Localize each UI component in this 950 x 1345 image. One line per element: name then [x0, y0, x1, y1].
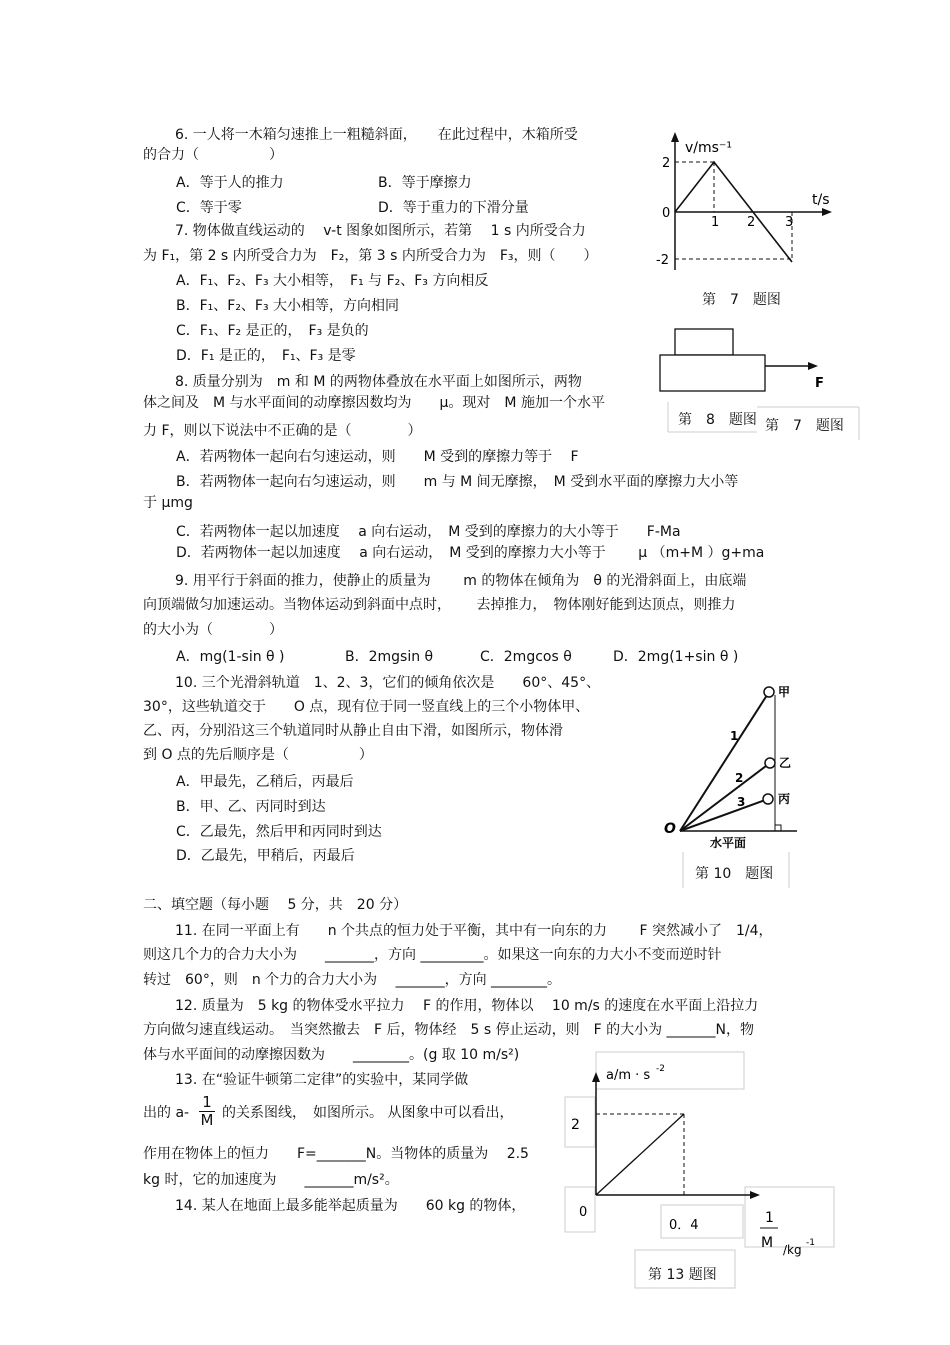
- q12-line3: 体与水平面间的动摩擦因数为 ________。(g 取 10 m/s²): [143, 1047, 520, 1063]
- fig13-ylabel-exp: -2: [656, 1064, 665, 1074]
- fig10-origin: O: [664, 821, 676, 837]
- q8-line2: 体之间及 M 与水平面间的动摩擦因数均为 μ。现对 M 施加一个水平: [143, 395, 605, 411]
- fig7-xtick-1: 1: [711, 215, 720, 230]
- fig7-xtick-3: 3: [785, 215, 794, 230]
- fig8-arrow-head: [808, 362, 818, 370]
- q10-line2: 30°，这些轨道交于 O 点，现有位于同一竖直线上的三个小物体甲、: [143, 699, 590, 715]
- q13-line2-post: 的关系图线， 如图所示。 从图象中可以看出，: [222, 1105, 514, 1121]
- fig13-series-line: [596, 1114, 684, 1195]
- fig13-xlabel-exp: -1: [806, 1238, 815, 1248]
- q8-option-d: D．若两物体一起以加速度 a 向右运动， M 受到的摩擦力大小等于 μ （m+M ）g+ma: [176, 545, 765, 561]
- fig8-large-block: [660, 355, 765, 391]
- q6-option-b: B．等于摩擦力: [378, 175, 472, 191]
- fig8-caption-extra: 第 7 题图: [765, 418, 844, 434]
- fig13-ylabel-text: a/m · s: [606, 1068, 651, 1083]
- q13-fraction-numerator: 1: [202, 1093, 212, 1111]
- q6-line1: 6. 一人将一木箱匀速推上一粗糙斜面， 在此过程中，木箱所受: [175, 127, 578, 143]
- q10-option-d: D．乙最先，甲稍后，丙最后: [176, 848, 355, 864]
- fig13-xlabel-num: 1: [765, 1210, 774, 1226]
- q7-line2: 为 F₁，第 2 s 内所受合力为 F₂，第 3 s 内所受合力为 F₃，则（ ）: [143, 248, 598, 264]
- q9-option-a: A．mg(1-sin θ ): [176, 649, 285, 665]
- fig7-xtick-2: 2: [747, 215, 756, 230]
- fig10-ball-yi: [765, 758, 775, 768]
- fig13-x-arrow: [750, 1191, 760, 1199]
- q9-option-b: B．2mgsin θ: [345, 649, 434, 665]
- q11-line3: 转过 60°，则 n 个力的合力大小为 _______，方向 ________。: [143, 972, 562, 988]
- q7-line1: 7. 物体做直线运动的 v-t 图象如图所示，若第 1 s 内所受合力: [175, 223, 586, 239]
- q11-line1: 11. 在同一平面上有 n 个共点的恒力处于平衡，其中有一向东的力 F 突然减小了 1/4，: [175, 923, 773, 939]
- q7-option-c: C．F₁、F₂ 是正的， F₃ 是负的: [176, 323, 369, 339]
- q9-option-c: C．2mgcos θ: [480, 649, 572, 665]
- q11-line2: 则这几个力的合力大小为 _______，方向 _________。如果这一向东的力大小不变而逆时针: [143, 947, 722, 963]
- fig10-rail-label-1: 1: [730, 729, 739, 743]
- fig10-right-angle: [775, 825, 781, 831]
- fig10-label-jia: 甲: [778, 685, 791, 699]
- q7-option-d: D．F₁ 是正的， F₁、F₃ 是零: [176, 348, 356, 364]
- fig7-ylabel: v/ms⁻¹: [685, 140, 732, 156]
- q7-option-a: A．F₁、F₂、F₃ 大小相等， F₁ 与 F₂、F₃ 方向相反: [176, 273, 489, 289]
- fig8-caption: 第 8 题图: [678, 412, 757, 428]
- fig10-label-bing: 丙: [778, 792, 791, 806]
- fig10-rail-label-2: 2: [735, 771, 744, 785]
- fig13-ytick-frame: [565, 1097, 595, 1147]
- fig10-ground-label: 水平面: [710, 836, 747, 850]
- fig10-rail-2: [680, 763, 770, 831]
- fig7-ytick-2: 2: [662, 156, 671, 171]
- fig13-ytick-2: 2: [571, 1117, 580, 1133]
- fig13-caption: 第 13 题图: [648, 1267, 717, 1283]
- fig10-rail-label-3: 3: [737, 795, 746, 809]
- fig10-caption: 第 10 题图: [695, 866, 774, 882]
- fig7-y-arrow: [671, 132, 679, 142]
- q6-line2: 的合力（ ）: [143, 147, 283, 163]
- q9-line1: 9. 用平行于斜面的推力，使静止的质量为 m 的物体在倾角为 θ 的光滑斜面上，由底端: [175, 573, 747, 589]
- q13-fraction-denominator: M: [200, 1111, 214, 1129]
- q8-option-b1: B．若两物体一起向右匀速运动，则 m 与 M 间无摩擦， M 受到水平面的摩擦力大小等: [176, 474, 739, 490]
- q7-option-b: B．F₁、F₂、F₃ 大小相等，方向相同: [176, 298, 400, 314]
- q10-option-b: B．甲、乙、丙同时到达: [176, 799, 326, 815]
- q13-line3: 作用在物体上的恒力 F=_______N。当物体的质量为 2.5: [143, 1146, 529, 1162]
- fig13-y-arrow: [592, 1072, 600, 1082]
- q8-option-b2: 于 μmg: [143, 495, 193, 511]
- q9-line3: 的大小为（ ）: [143, 622, 283, 638]
- fig10-label-yi: 乙: [779, 756, 792, 770]
- q8-option-c: C．若两物体一起以加速度 a 向右运动， M 受到的摩擦力的大小等于 F-Ma: [176, 524, 681, 540]
- q8-option-a: A．若两物体一起向右匀速运动，则 M 受到的摩擦力等于 F: [176, 449, 579, 465]
- q8-line3: 力 F，则以下说法中不正确的是（ ）: [143, 423, 422, 439]
- fig7-x-arrow: [822, 208, 832, 216]
- q6-option-c: C．等于零: [176, 200, 242, 216]
- q8-line1: 8. 质量分别为 m 和 M 的两物体叠放在水平面上如图所示，两物: [175, 374, 582, 390]
- fig13-xtick: 0．4: [669, 1218, 699, 1233]
- q9-line2: 向顶端做匀加速运动。当物体运动到斜面中点时， 去掉推力， 物体刚好能到达顶点，则推力: [143, 597, 736, 613]
- q6-option-a: A．等于人的推力: [176, 175, 284, 191]
- q6-option-d: D．等于重力的下滑分量: [378, 200, 529, 216]
- fig13-origin: 0: [579, 1205, 588, 1220]
- q10-line4: 到 O 点的先后顺序是（ ）: [143, 747, 373, 763]
- fig10-ball-bing: [763, 794, 773, 804]
- fig13-xlabel-frame: [745, 1187, 834, 1247]
- q10-line1: 10. 三个光滑斜轨道 1、2、3，它们的倾角依次是 60°、45°、: [175, 675, 601, 691]
- q12-line1: 12. 质量为 5 kg 的物体受水平拉力 F 的作用，物体以 10 m/s 的速度在水平面上沿拉力: [175, 998, 759, 1014]
- q13-line1: 13. 在“验证牛顿第二定律”的实验中，某同学做: [175, 1072, 469, 1088]
- fig7-ytick-neg2: -2: [656, 253, 669, 268]
- fig10-ball-jia: [764, 687, 774, 697]
- q13-line4: kg 时，它的加速度为 _______m/s²。: [143, 1172, 399, 1188]
- fig8-small-block: [675, 329, 733, 355]
- fig10-rail-3: [680, 799, 768, 831]
- q13-line2-pre: 出的 a-: [143, 1105, 190, 1121]
- fig7-caption: 第 7 题图: [702, 292, 781, 308]
- q12-line2: 方向做匀速直线运动。 当突然撤去 F 后，物体经 5 s 停止运动，则 F 的大小为 _______N，物: [143, 1022, 755, 1038]
- fig13-xlabel-unit: /kg: [783, 1243, 802, 1257]
- fig7-ytick-0: 0: [662, 206, 671, 221]
- q9-option-d: D．2mg(1+sin θ ): [613, 649, 739, 665]
- fig13-xlabel-den: M: [761, 1235, 774, 1251]
- fig7-xlabel: t/s: [812, 192, 830, 208]
- q10-line3: 乙、丙，分别沿这三个轨道同时从静止自由下滑，如图所示，物体滑: [143, 723, 563, 739]
- fig8-force-label: F: [815, 376, 824, 391]
- section-heading: 二、填空题（每小题 5 分，共 20 分）: [143, 897, 408, 913]
- q10-option-c: C．乙最先，然后甲和丙同时到达: [176, 824, 382, 840]
- fig10-rail-1: [680, 692, 769, 831]
- q14-line1: 14. 某人在地面上最多能举起质量为 60 kg 的物体，: [175, 1198, 526, 1214]
- q10-option-a: A．甲最先，乙稍后，丙最后: [176, 774, 354, 790]
